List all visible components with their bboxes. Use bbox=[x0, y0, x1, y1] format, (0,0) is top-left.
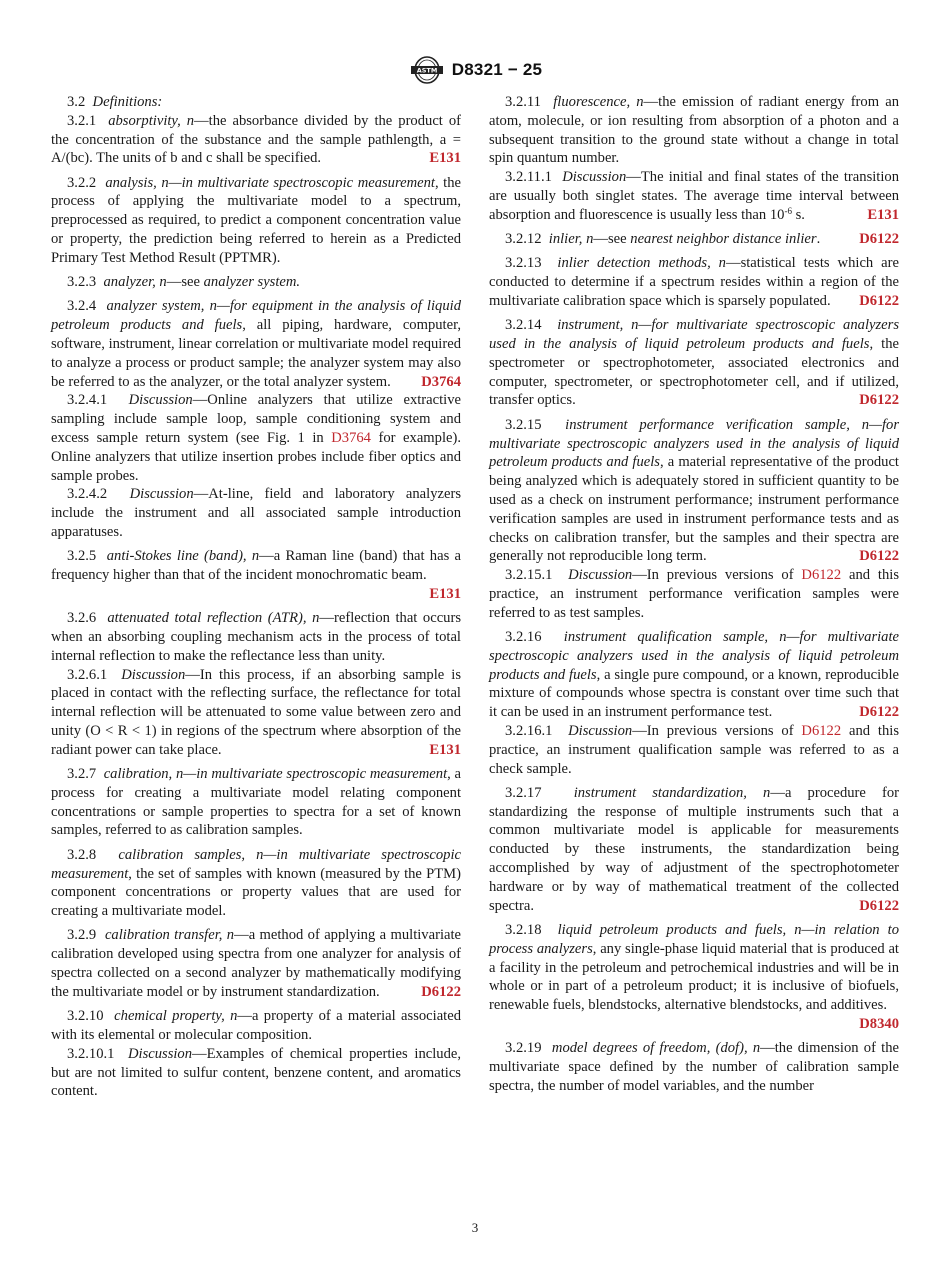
definition-3-2-19: 3.2.19 model degrees of freedom, (dof), n—the dimension of the multivariate space defined by the number of calibration sample spectra, the number of model variables, and the number bbox=[489, 1040, 899, 1094]
definition-3-2-16: 3.2.16 instrument qualification sample, n—for multivariate spectroscopic analyzers used in the analysis of liquid petroleum products and fuels, a single pure compound, or a known, reproducible mixture of compounds whose spectra is constant over time such that it can be used in an instrument performance test. D6122 bbox=[489, 629, 900, 721]
svg-text:ASTM: ASTM bbox=[416, 66, 438, 75]
discussion-3-2-4-2: 3.2.4.2 Discussion—At-line, field and laboratory analyzers include the instrument and all associated sample introduction apparatuses. bbox=[51, 486, 462, 541]
reference-link[interactable]: D6122 bbox=[421, 983, 461, 1000]
document-designation: D8321 − 25 bbox=[451, 60, 543, 79]
definition-3-2-1: 3.2.1 absorptivity, n—the absorbance divided by the product of the concentration of the substance and the sample pathlength, a = A/(bc). The units of b and c shall be specified. E131 bbox=[51, 112, 462, 167]
definition-3-2-8: 3.2.8 calibration samples, n—in multivariate spectroscopic measurement, the set of samples with known (measured by the PTM) component concentrations or property values that are used for creating a multivariate model. bbox=[51, 846, 461, 920]
reference-link[interactable]: D6122 bbox=[859, 231, 899, 248]
section-3-2-heading: 3.2 Definitions: bbox=[67, 94, 163, 110]
discussion-3-2-16-1: 3.2.16.1 Discussion—In previous versions of D6122 and this practice, an instrument qualification sample was referred to as a check sample. bbox=[489, 723, 899, 777]
definition-3-2-5: 3.2.5 anti-Stokes line (band), n—a Raman line (band) that has a frequency higher than that of the incident monochromatic beam. E131 bbox=[51, 548, 461, 602]
reference-link[interactable]: E131 bbox=[429, 585, 461, 602]
reference-link[interactable]: E131 bbox=[867, 206, 899, 223]
reference-link[interactable]: D6122 bbox=[859, 704, 899, 721]
left-column bbox=[51, 93, 461, 1101]
definition-3-2-7: 3.2.7 calibration, n—in multivariate spectroscopic measurement, a process for creating a multivariate model relating component concentrations or sample properties to spectra for a set of known samples, referred to as calibration samples. bbox=[51, 766, 461, 839]
definition-3-2-17: 3.2.17 instrument standardization, n—a procedure for standardizing the response of multiple instruments such that a common multivariate model is applicable for measurements conducted by these instruments, the standardization being accomplished by way of adjustment of the spectrophotometer hardware or by way of mathematical treatment of the collected spectra. D6122 bbox=[489, 784, 899, 914]
definition-3-2-13: 3.2.13 inlier detection methods, n—statistical tests which are conducted to determine if a spectrum resides within a region of the multivariate calibration space which is sparsely populated. D6122 bbox=[489, 255, 899, 309]
definition-3-2-14: 3.2.14 instrument, n—for multivariate spectroscopic analyzers used in the analysis of liquid petroleum products and fuels, the spectrometer or spectrophotometer, associated electronics and computer, spectrometer, or spectrophotometer cell, and if utilized, transfer optics. D6122 bbox=[489, 317, 899, 409]
reference-link[interactable]: D6122 bbox=[859, 392, 899, 409]
reference-link[interactable]: D6122 bbox=[859, 897, 899, 914]
page-number: 3 bbox=[471, 1220, 479, 1235]
definition-3-2-4: 3.2.4 analyzer system, n—for equipment in the analysis of liquid petroleum products and fuels, all piping, hardware, computer, software, instrument, linear correlation or multivariate model required to analyze a process or product sample; the analyzer system may also be referred to as the analyzer, or the total analyzer system. D3764 bbox=[51, 298, 461, 390]
reference-link[interactable]: E131 bbox=[429, 741, 461, 758]
reference-link[interactable]: D6122 bbox=[859, 548, 899, 565]
reference-link[interactable]: D8340 bbox=[859, 1015, 899, 1032]
reference-link[interactable]: E131 bbox=[429, 150, 461, 167]
right-column bbox=[489, 93, 899, 1096]
definition-3-2-10: 3.2.10 chemical property, n—a property of a material associated with its elemental or molecular composition. bbox=[51, 1008, 462, 1043]
definition-3-2-9: 3.2.9 calibration transfer, n—a method of applying a multivariate calibration developed using spectra from one analyzer for analysis of spectra collected on a second analyzer by mathematically modifying the multivariate model or by instrument standardization. D6122 bbox=[51, 927, 462, 1000]
reference-link[interactable]: D6122 bbox=[859, 292, 899, 309]
discussion-3-2-11-1: 3.2.11.1 Discussion—The initial and final states of the transition are usually both singlet states. The average time interval between absorption and fluorescence is usually less than $10^{-6}$ s. E131 bbox=[489, 169, 900, 223]
discussion-3-2-15-1: 3.2.15.1 Discussion—In previous versions of D6122 and this practice, an instrument performance verification samples were referred to as test samples. bbox=[489, 567, 899, 621]
definition-3-2-11: 3.2.11 fluorescence, n—the emission of radiant energy from an atom, molecule, or ion resulting from absorption of a photon and a subsequent transition to the ground state without a change in total spin quantum number. bbox=[489, 94, 899, 167]
definition-3-2-6: 3.2.6 attenuated total reflection (ATR), n—reflection that occurs when an absorbing coupling mechanism acts in the process of total internal reflection to make the reflectance less than unity. bbox=[51, 610, 462, 664]
discussion-3-2-4-1: 3.2.4.1 Discussion—Online analyzers that utilize extractive sampling include sample loop, sample conditioning system and excess sample return system (see Fig. 1 in D3764 for example). Online analyzers that utilize insertion probes include fiber optics and sample probes. bbox=[51, 392, 461, 484]
definition-3-2-2: 3.2.2 analysis, n—in multivariate spectroscopic measurement, the process of applying the multivariate model to a spectrum, preprocessed as required, to predict a component concentration value or property, the prediction being referred to herein as a Predicted Primary Test Method Result (PPTMR). bbox=[51, 174, 462, 266]
reference-link[interactable]: D3764 bbox=[421, 373, 461, 390]
page-header bbox=[0, 55, 950, 85]
definition-3-2-12: 3.2.12 inlier, n—see nearest neighbor distance inlier. D6122 bbox=[505, 231, 899, 248]
definition-3-2-15: 3.2.15 instrument performance verification sample, n—for multivariate spectroscopic analyzers used in the analysis of liquid petroleum products and fuels, a material representative of the product being analyzed which is adequately stored in sufficient quantity to be used as a check on instrument performance; instrument performance verification samples are used in instrument performance tests and as checks on calibration transfer, but the samples and their spectra are generally not reproducible long term. D6122 bbox=[489, 416, 900, 565]
definition-3-2-18: 3.2.18 liquid petroleum products and fuels, n—in relation to process analyzers, any single-phase liquid material that is produced at a facility in the petroleum and petrochemical industries and will be in whole or in part of a petroleum product; it is inclusive of biofuels, renewable fuels, blendstocks, alternative blendstocks, and additives. D8340 bbox=[489, 921, 899, 1032]
definition-3-2-3: 3.2.3 analyzer, n—see analyzer system. bbox=[67, 274, 301, 291]
inline-reference-link[interactable]: D6122 bbox=[801, 723, 842, 739]
discussion-3-2-10-1: 3.2.10.1 Discussion—Examples of chemical properties include, but are not limited to sulfur content, benzene content, and aromatics content. bbox=[51, 1045, 461, 1100]
inline-reference-link[interactable]: D6122 bbox=[801, 567, 842, 584]
inline-reference-link[interactable]: D3764 bbox=[331, 430, 371, 447]
astm-logo-icon bbox=[408, 55, 446, 85]
discussion-3-2-6-1: 3.2.6.1 Discussion—In this process, if an absorbing sample is placed in contact with the reflecting surface, the reflectance for total internal reflection will be attenuated to some value between zero and unity (O < R < 1) in regions of the spectrum where absorption of the radiant power can take place. E131 bbox=[51, 666, 462, 758]
